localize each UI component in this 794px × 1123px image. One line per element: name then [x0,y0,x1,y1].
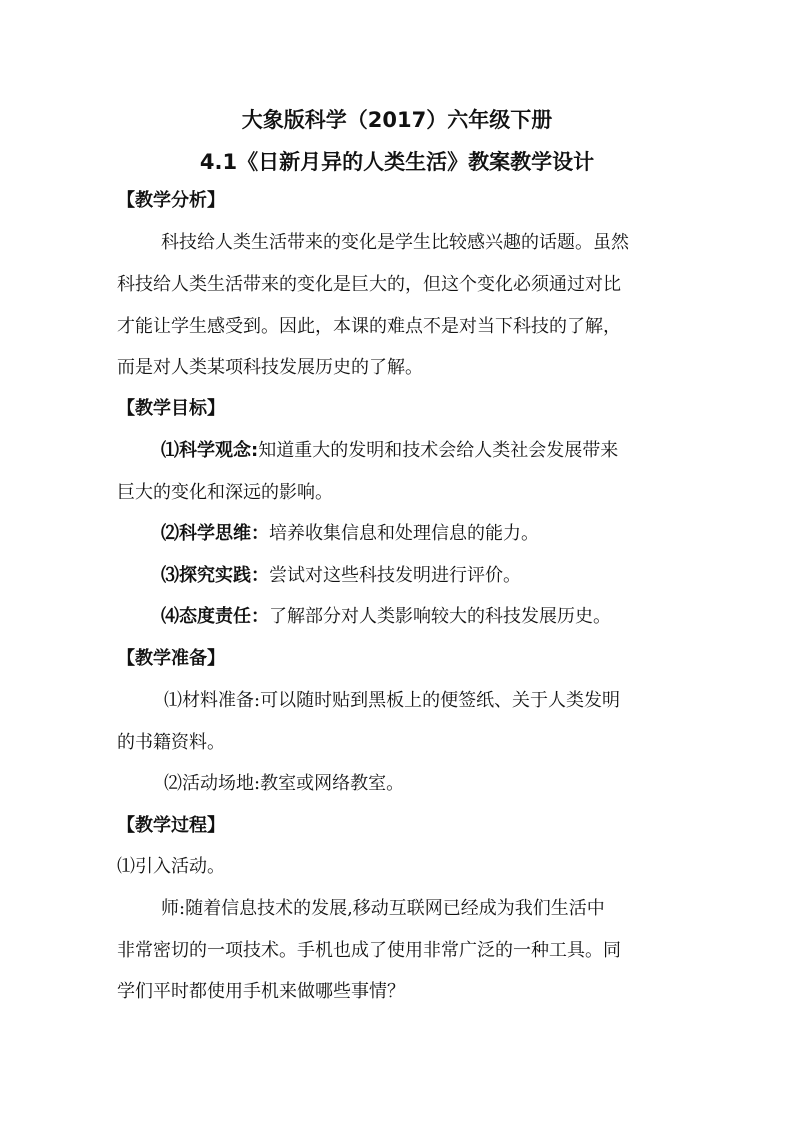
goal-label: ⑴科学观念: [161,440,259,461]
document-title: 大象版科学（2017）六年级下册 [241,108,553,132]
goal-label: ⑷态度责任： [161,606,269,627]
goal-label: ⑵科学思维： [161,523,269,544]
goal-item-1-continued: 巨大的变化和深远的影响。 [117,482,333,503]
goal-item-2 [161,521,539,547]
process-paragraph-line: 非常密切的一项技术。手机也成了使用非常广泛的一种工具。同 [117,940,621,961]
process-paragraph-line: 学们平时都使用手机来做哪些事情？ [117,981,405,1002]
analysis-line: 才能让学生感受到。因此，本课的难点不是对当下科技的了解， [117,316,621,337]
process-step-1: ⑴引入活动。 [117,856,225,877]
goal-item-4 [161,604,611,630]
goal-text: 培养收集信息和处理信息的能力。 [269,523,539,544]
prep-item-1: ⑴材料准备:可以随时贴到黑板上的便签纸、关于人类发明 [164,690,621,711]
goal-item-3 [161,563,521,589]
prep-item-2: ⑵活动场地:教室或网络教室。 [164,773,405,794]
section-heading-goals: 【教学目标】 [117,398,225,419]
goal-item-1 [161,438,618,464]
section-heading-process: 【教学过程】 [117,815,225,836]
analysis-line: 科技给人类生活带来的变化是学生比较感兴趣的话题。虽然 [161,232,629,253]
analysis-line: 科技给人类生活带来的变化是巨大的，但这个变化必须通过对比 [117,274,621,295]
goal-text: 知道重大的发明和技术会给人类社会发展带来 [258,440,619,461]
process-paragraph-line: 师:随着信息技术的发展,移动互联网已经成为我们生活中 [161,898,605,919]
goal-text: 尝试对这些科技发明进行评价。 [269,565,521,586]
prep-item-1-continued: 的书籍资料。 [117,732,225,753]
document-subtitle: 4.1《日新月异的人类生活》教案教学设计 [199,150,595,174]
section-heading-analysis: 【教学分析】 [117,190,225,211]
goal-text: 了解部分对人类影响较大的科技发展历史。 [269,606,611,627]
goal-label: ⑶探究实践： [161,565,269,586]
section-heading-preparation: 【教学准备】 [117,648,225,669]
analysis-line: 而是对人类某项科技发展历史的了解。 [117,357,423,378]
